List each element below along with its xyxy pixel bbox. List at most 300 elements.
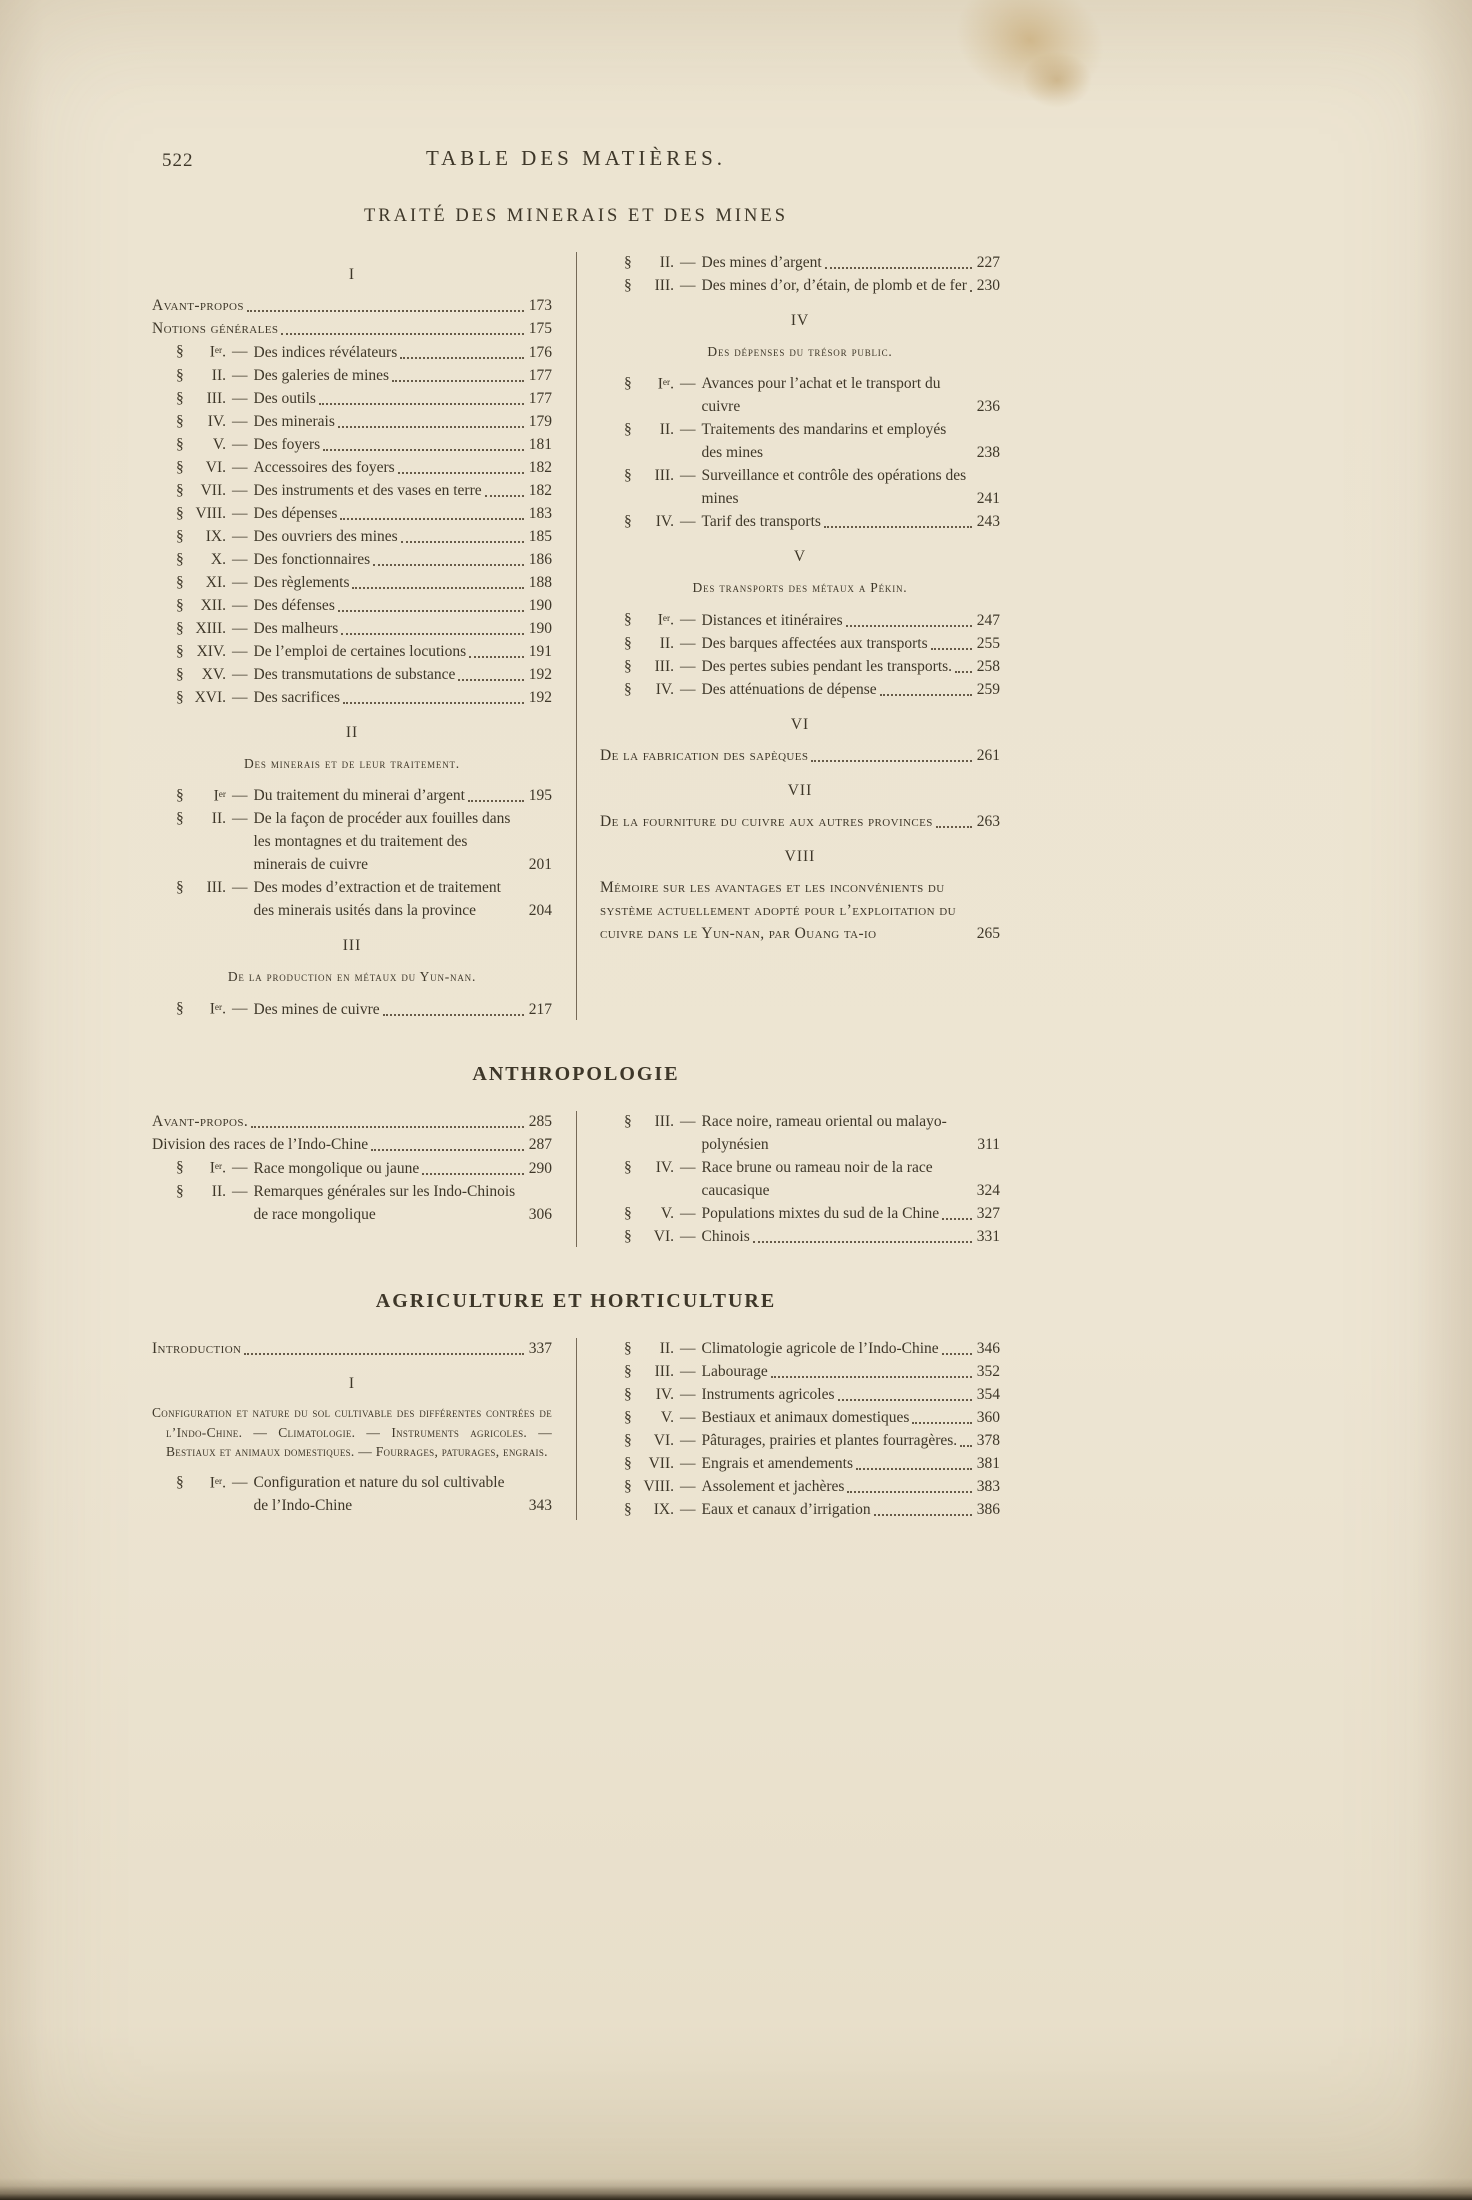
entry-page: 261	[976, 746, 1000, 764]
column-right	[600, 251, 1000, 1021]
entry-dash: —	[680, 1432, 696, 1450]
entry-label: Du traitement du minerai d’argent	[253, 787, 465, 805]
entry-dash: —	[680, 1113, 696, 1131]
group-heading: Des minerais et de leur traitement.	[244, 755, 460, 771]
section-mark: §	[176, 642, 184, 660]
entry-dash: —	[680, 1205, 696, 1223]
entry-label: De la fabrication des sapèques	[600, 746, 809, 764]
column-divider	[576, 1111, 577, 1247]
entry-prefix	[600, 1110, 702, 1133]
entry-dash: —	[680, 634, 696, 652]
entry-page: 238	[976, 444, 1000, 461]
dot-leader	[319, 403, 524, 405]
dot-leader	[401, 541, 524, 543]
toc-entry	[600, 744, 1000, 767]
entry-numeral: II.	[211, 810, 226, 828]
paper-stain	[940, 0, 1120, 120]
entry-prefix	[600, 1202, 702, 1225]
entry-label: Des règlements	[253, 573, 350, 591]
entry-page: 186	[528, 550, 552, 568]
entry-label: De la façon de procéder aux fouilles dans les montagnes et du traitement des minerais de cuivre	[253, 810, 511, 874]
entry-label: Remarques générales sur les Indo-Chinois de race mongolique	[253, 1182, 516, 1223]
dot-leader	[371, 1149, 524, 1151]
entry-dash: —	[680, 1363, 696, 1381]
toc-entry	[600, 608, 1000, 632]
dot-leader	[338, 426, 524, 428]
section-mark: §	[176, 573, 184, 591]
column-divider	[576, 252, 577, 1020]
dot-leader	[753, 1241, 972, 1243]
entry-numeral: IX.	[205, 527, 226, 545]
entry-dash: —	[232, 573, 248, 591]
entry-numeral: XIII.	[195, 619, 226, 637]
entry-prefix	[152, 784, 254, 808]
toc-entry	[600, 251, 1000, 274]
entry-dash: —	[680, 1455, 696, 1473]
section-mark: §	[176, 527, 184, 545]
section-mark: §	[176, 1182, 184, 1200]
dot-leader	[458, 679, 524, 681]
toc-entry	[152, 364, 552, 387]
dot-leader	[874, 1514, 972, 1516]
section-mark: §	[624, 513, 632, 530]
entry-numeral: III.	[654, 277, 674, 294]
dot-leader	[771, 1376, 972, 1378]
entry-label: Eaux et canaux d’irrigation	[701, 1501, 871, 1519]
entry-prefix	[152, 663, 254, 686]
dot-leader	[398, 472, 524, 474]
entry-page: 285	[528, 1113, 552, 1131]
entry-label: Populations mixtes du sud de la Chine	[701, 1205, 940, 1223]
entry-numeral: III.	[654, 1113, 674, 1131]
entry-page: 201	[528, 856, 552, 874]
group-heading: Des dépenses du trésor public.	[707, 344, 893, 359]
section-mark: §	[624, 277, 632, 294]
section-columns	[152, 1110, 1000, 1248]
entry-label: Des galeries de mines	[253, 366, 390, 384]
entry-prefix	[600, 1337, 702, 1360]
entry-page: 354	[976, 1386, 1000, 1404]
entry-prefix	[600, 274, 702, 297]
entry-prefix	[600, 1225, 702, 1248]
entry-label: Traitements des mandarins et employés des mines	[701, 421, 947, 461]
section-mark: §	[176, 343, 184, 360]
entry-page: 182	[528, 481, 552, 499]
entry-prefix	[600, 1452, 702, 1475]
entry-dash: —	[232, 596, 248, 614]
entry-prefix	[152, 502, 254, 525]
entry-numeral: VI.	[653, 1432, 674, 1450]
entry-label: Des ouvriers des mines	[253, 527, 398, 545]
entry-prefix	[152, 456, 254, 479]
entry-label: Des mines de cuivre	[253, 1001, 380, 1019]
entry-prefix	[152, 617, 254, 640]
entry-prefix	[152, 387, 254, 410]
dot-leader	[340, 518, 524, 520]
toc-entry	[152, 1156, 552, 1180]
toc-entry	[600, 1156, 1000, 1202]
entry-page: 306	[528, 1205, 552, 1223]
toc-entry	[152, 317, 552, 340]
entry-dash: —	[680, 1159, 696, 1177]
entry-page: 381	[976, 1455, 1000, 1473]
toc-entry	[152, 663, 552, 686]
toc-entry	[152, 433, 552, 456]
entry-page: 190	[528, 619, 552, 637]
entry-prefix	[152, 433, 254, 456]
toc-entry	[600, 418, 1000, 464]
toc-entry	[600, 632, 1000, 655]
entry-dash: —	[680, 680, 696, 698]
section-agriculture	[152, 1290, 1000, 1521]
entry-page: 290	[528, 1159, 552, 1177]
note-paragraph: Configuration et nature du sol cultivable des différentes contrées de l’Indo-Chine. — Climatologie. — Instruments agricoles. — Bestiaux et animaux domestiques. — Fourrages, paturages, engrais.	[152, 1405, 552, 1460]
entry-numeral: XI.	[205, 573, 226, 591]
page-content	[152, 146, 1000, 1521]
toc-entry	[152, 571, 552, 594]
entry-prefix	[152, 1180, 254, 1203]
entry-prefix	[152, 548, 254, 571]
entry-prefix	[600, 251, 702, 274]
toc-entry	[152, 807, 552, 876]
entry-prefix	[600, 1156, 702, 1179]
entry-label: Des modes d’extraction et de traitement des minerais usités dans la province	[253, 879, 501, 920]
toc-entry	[152, 594, 552, 617]
section-mark: §	[624, 1205, 632, 1223]
section-mark: §	[176, 596, 184, 614]
dot-leader	[838, 1399, 972, 1401]
toc-entry	[600, 1110, 1000, 1156]
column-right	[600, 1337, 1000, 1521]
toc-entry	[152, 410, 552, 433]
entry-prefix	[152, 997, 254, 1021]
entry-prefix	[600, 1383, 702, 1406]
entry-label: Notions générales	[152, 320, 279, 337]
entry-page: 173	[528, 297, 552, 314]
entry-label: Instruments agricoles	[701, 1386, 835, 1404]
toc-entry	[600, 1383, 1000, 1406]
toc-entry	[600, 1406, 1000, 1429]
toc-entry	[152, 479, 552, 502]
entry-page: 343	[528, 1496, 552, 1514]
entry-dash: —	[232, 1159, 248, 1177]
toc-entry	[152, 617, 552, 640]
entry-page: 259	[976, 680, 1000, 698]
entry-dash: —	[232, 786, 248, 804]
entry-prefix	[152, 807, 254, 830]
entry-prefix	[152, 640, 254, 663]
section-mark: §	[624, 375, 632, 392]
entry-label: Division des races de l’Indo-Chine	[152, 1136, 369, 1154]
toc-entry	[600, 1475, 1000, 1498]
entry-numeral: V.	[660, 1205, 674, 1223]
column-left	[152, 1110, 552, 1248]
dot-leader	[942, 1353, 972, 1355]
dot-leader	[392, 380, 524, 382]
entry-page: 287	[528, 1136, 552, 1154]
section-mark: §	[624, 1455, 632, 1473]
dot-leader	[251, 1126, 524, 1128]
section-mark: §	[624, 657, 632, 675]
entry-numeral: II.	[659, 254, 674, 271]
paper-stain-small	[1022, 52, 1092, 108]
entry-page: 327	[976, 1205, 1000, 1223]
entry-page: 177	[528, 389, 552, 407]
toc-entry	[600, 510, 1000, 533]
entry-numeral: Ier.	[209, 1159, 226, 1177]
entry-dash: —	[680, 1409, 696, 1427]
entry-page: 360	[976, 1409, 1000, 1427]
section-mark: §	[624, 1386, 632, 1404]
entry-dash: —	[680, 421, 696, 438]
dot-leader	[942, 1218, 972, 1220]
entry-page: 188	[528, 573, 552, 591]
entry-numeral: VI.	[205, 458, 226, 476]
entry-label: De l’emploi de certaines locutions	[253, 642, 467, 660]
toc-entry	[152, 997, 552, 1021]
entry-page: 383	[976, 1478, 1000, 1496]
entry-page: 265	[976, 924, 1000, 942]
entry-label: Avant-propos.	[152, 1113, 249, 1131]
toc-entry	[152, 502, 552, 525]
entry-dash: —	[232, 1182, 248, 1200]
toc-entry	[600, 876, 1000, 945]
entry-label: Des outils	[253, 389, 316, 407]
entry-label: Des mines d’argent	[701, 254, 822, 271]
dot-leader	[383, 1014, 524, 1016]
entry-numeral: IV.	[655, 680, 674, 698]
entry-page: 386	[976, 1501, 1000, 1519]
entry-numeral: XV.	[201, 665, 226, 683]
toc-entry	[152, 686, 552, 709]
entry-prefix	[600, 1360, 702, 1383]
toc-entry	[600, 1452, 1000, 1475]
toc-entry	[152, 1471, 552, 1517]
entry-page: 217	[528, 1001, 552, 1019]
section-mark: §	[176, 810, 184, 828]
entry-page: 346	[976, 1340, 1000, 1358]
entry-dash: —	[680, 611, 696, 628]
entry-dash: —	[680, 1501, 696, 1519]
entry-dash: —	[232, 481, 248, 499]
entry-label: Des malheurs	[253, 619, 339, 637]
column-left	[152, 1337, 552, 1521]
entry-page: 263	[976, 812, 1000, 830]
entry-page: 190	[528, 596, 552, 614]
section-mark: §	[176, 1159, 184, 1177]
entry-prefix	[152, 1471, 254, 1495]
toc-entry	[152, 525, 552, 548]
entry-prefix	[600, 608, 702, 632]
group-numeral: VI	[790, 715, 810, 733]
section-mark: §	[176, 786, 184, 804]
entry-page: 324	[976, 1182, 1000, 1200]
entry-prefix	[600, 1406, 702, 1429]
entry-dash: —	[680, 277, 696, 294]
entry-numeral: III.	[654, 657, 674, 675]
entry-dash: —	[232, 665, 248, 683]
entry-prefix	[152, 364, 254, 387]
group-numeral: IV	[790, 312, 810, 329]
group-numeral: V	[793, 548, 807, 565]
section-mark: §	[624, 421, 632, 438]
entry-label: Bestiaux et animaux domestiques	[701, 1409, 910, 1427]
group-heading: De la production en métaux du Yun-nan.	[227, 969, 477, 985]
toc-entry	[600, 1337, 1000, 1360]
entry-numeral: Ier.	[209, 1001, 226, 1019]
group-numeral: III	[342, 937, 362, 955]
entry-page: 176	[528, 343, 552, 361]
section-minerais	[152, 206, 1000, 1021]
page-header	[152, 146, 1000, 180]
entry-prefix	[600, 678, 702, 701]
entry-numeral: III.	[654, 467, 674, 484]
toc-entry	[600, 1498, 1000, 1521]
entry-label: Des sacrifices	[253, 688, 340, 706]
entry-label: Des transmutations de substance	[253, 665, 456, 683]
toc-entry	[600, 1429, 1000, 1452]
entry-numeral: XII.	[200, 596, 226, 614]
entry-dash: —	[232, 389, 248, 407]
dot-leader	[931, 648, 972, 650]
entry-numeral: III.	[654, 1363, 674, 1381]
entry-label: Tarif des transports	[701, 513, 821, 530]
entry-dash: —	[680, 1228, 696, 1246]
toc-entry	[600, 655, 1000, 678]
dot-leader	[373, 564, 524, 566]
entry-numeral: II.	[659, 1340, 674, 1358]
entry-label: Pâturages, prairies et plantes fourragères.	[701, 1432, 958, 1450]
entry-prefix	[152, 686, 254, 709]
entry-prefix	[152, 571, 254, 594]
entry-numeral: V.	[212, 435, 226, 453]
entry-numeral: Ier.	[209, 1474, 226, 1492]
entry-dash: —	[680, 513, 696, 530]
dot-leader	[970, 290, 972, 292]
entry-dash: —	[232, 412, 248, 430]
dot-leader	[469, 656, 524, 658]
group-numeral: II	[345, 723, 359, 741]
entry-label: Assolement et jachères	[701, 1478, 845, 1496]
entry-dash: —	[680, 375, 696, 392]
entry-numeral: VII.	[648, 1455, 674, 1473]
entry-prefix	[600, 1429, 702, 1452]
entry-prefix	[152, 1156, 254, 1180]
entry-prefix	[600, 464, 702, 487]
section-mark: §	[176, 1000, 184, 1018]
dot-leader	[846, 625, 972, 627]
dot-leader	[338, 610, 524, 612]
entry-label: Accessoires des foyers	[253, 458, 395, 476]
section-mark: §	[176, 1473, 184, 1491]
section-mark: §	[624, 1478, 632, 1496]
entry-numeral: VIII.	[643, 1478, 674, 1496]
entry-label: Introduction	[152, 1340, 242, 1358]
entry-page: 230	[976, 277, 1000, 294]
entry-label: Surveillance et contrôle des opérations des mines	[701, 467, 967, 507]
dot-leader	[400, 357, 524, 359]
dot-leader	[880, 694, 972, 696]
section-mark: §	[624, 1501, 632, 1519]
entry-label: Des minerais	[253, 412, 335, 430]
entry-prefix	[152, 479, 254, 502]
entry-page: 183	[528, 504, 552, 522]
dot-leader	[352, 587, 524, 589]
entry-prefix	[600, 632, 702, 655]
entry-numeral: VIII.	[195, 504, 226, 522]
dot-leader	[468, 800, 524, 802]
toc-entry	[152, 1110, 552, 1133]
dot-leader	[323, 449, 524, 451]
entry-numeral: VII.	[200, 481, 226, 499]
section-mark: §	[624, 1113, 632, 1131]
toc-entry	[152, 876, 552, 922]
dot-leader	[343, 702, 524, 704]
entry-dash: —	[680, 657, 696, 675]
entry-prefix	[600, 372, 702, 396]
entry-prefix	[152, 340, 254, 364]
section-mark: §	[176, 389, 184, 407]
dot-leader	[244, 1353, 524, 1355]
entry-label: Avant-propos	[152, 297, 244, 314]
entry-numeral: II.	[211, 1182, 226, 1200]
entry-dash: —	[232, 1473, 248, 1491]
section-mark: §	[176, 366, 184, 384]
dot-leader	[824, 526, 972, 528]
entry-page: 236	[976, 398, 1000, 415]
toc-entry	[152, 456, 552, 479]
entry-label: Des dépenses	[253, 504, 338, 522]
entry-page: 179	[528, 412, 552, 430]
section-columns	[152, 1337, 1000, 1521]
section-mark: §	[176, 550, 184, 568]
entry-dash: —	[680, 254, 696, 271]
section-mark: §	[624, 1340, 632, 1358]
entry-label: Chinois	[701, 1228, 750, 1246]
entry-numeral: II.	[211, 366, 226, 384]
entry-dash: —	[232, 343, 248, 360]
dot-leader	[960, 1445, 972, 1447]
entry-numeral: Ier.	[209, 343, 226, 361]
toc-entry	[600, 1202, 1000, 1225]
section-mark: §	[176, 504, 184, 522]
section-mark: §	[624, 1159, 632, 1177]
column-right	[600, 1110, 1000, 1248]
toc-entry	[152, 294, 552, 317]
entry-numeral: XIV.	[196, 642, 226, 660]
entry-label: Mémoire sur les avantages et les inconvénients du système actuellement adopté pour l’exploitation du cuivre dans le Yun-nan, par Ouang ta-io	[600, 878, 956, 942]
dot-leader	[811, 760, 972, 762]
page-bottom-edge	[0, 2186, 1472, 2200]
entry-prefix	[152, 876, 254, 899]
section-title: AGRICULTURE ET HORTICULTURE	[375, 1290, 777, 1313]
entry-label: Des indices révélateurs	[253, 343, 398, 361]
entry-numeral: VI.	[653, 1228, 674, 1246]
entry-numeral: IV.	[655, 1386, 674, 1404]
toc-entry	[152, 1337, 552, 1360]
entry-numeral: III.	[206, 389, 226, 407]
section-mark: §	[176, 879, 184, 897]
entry-page: 177	[528, 366, 552, 384]
entry-label: Race noire, rameau oriental ou malayo-polynésien	[701, 1113, 947, 1154]
entry-label: Des atténuations de dépense	[701, 680, 877, 698]
section-mark: §	[624, 680, 632, 698]
entry-prefix	[600, 655, 702, 678]
section-mark: §	[624, 611, 632, 628]
section-mark: §	[624, 1409, 632, 1427]
entry-dash: —	[232, 527, 248, 545]
toc-entry	[600, 1360, 1000, 1383]
